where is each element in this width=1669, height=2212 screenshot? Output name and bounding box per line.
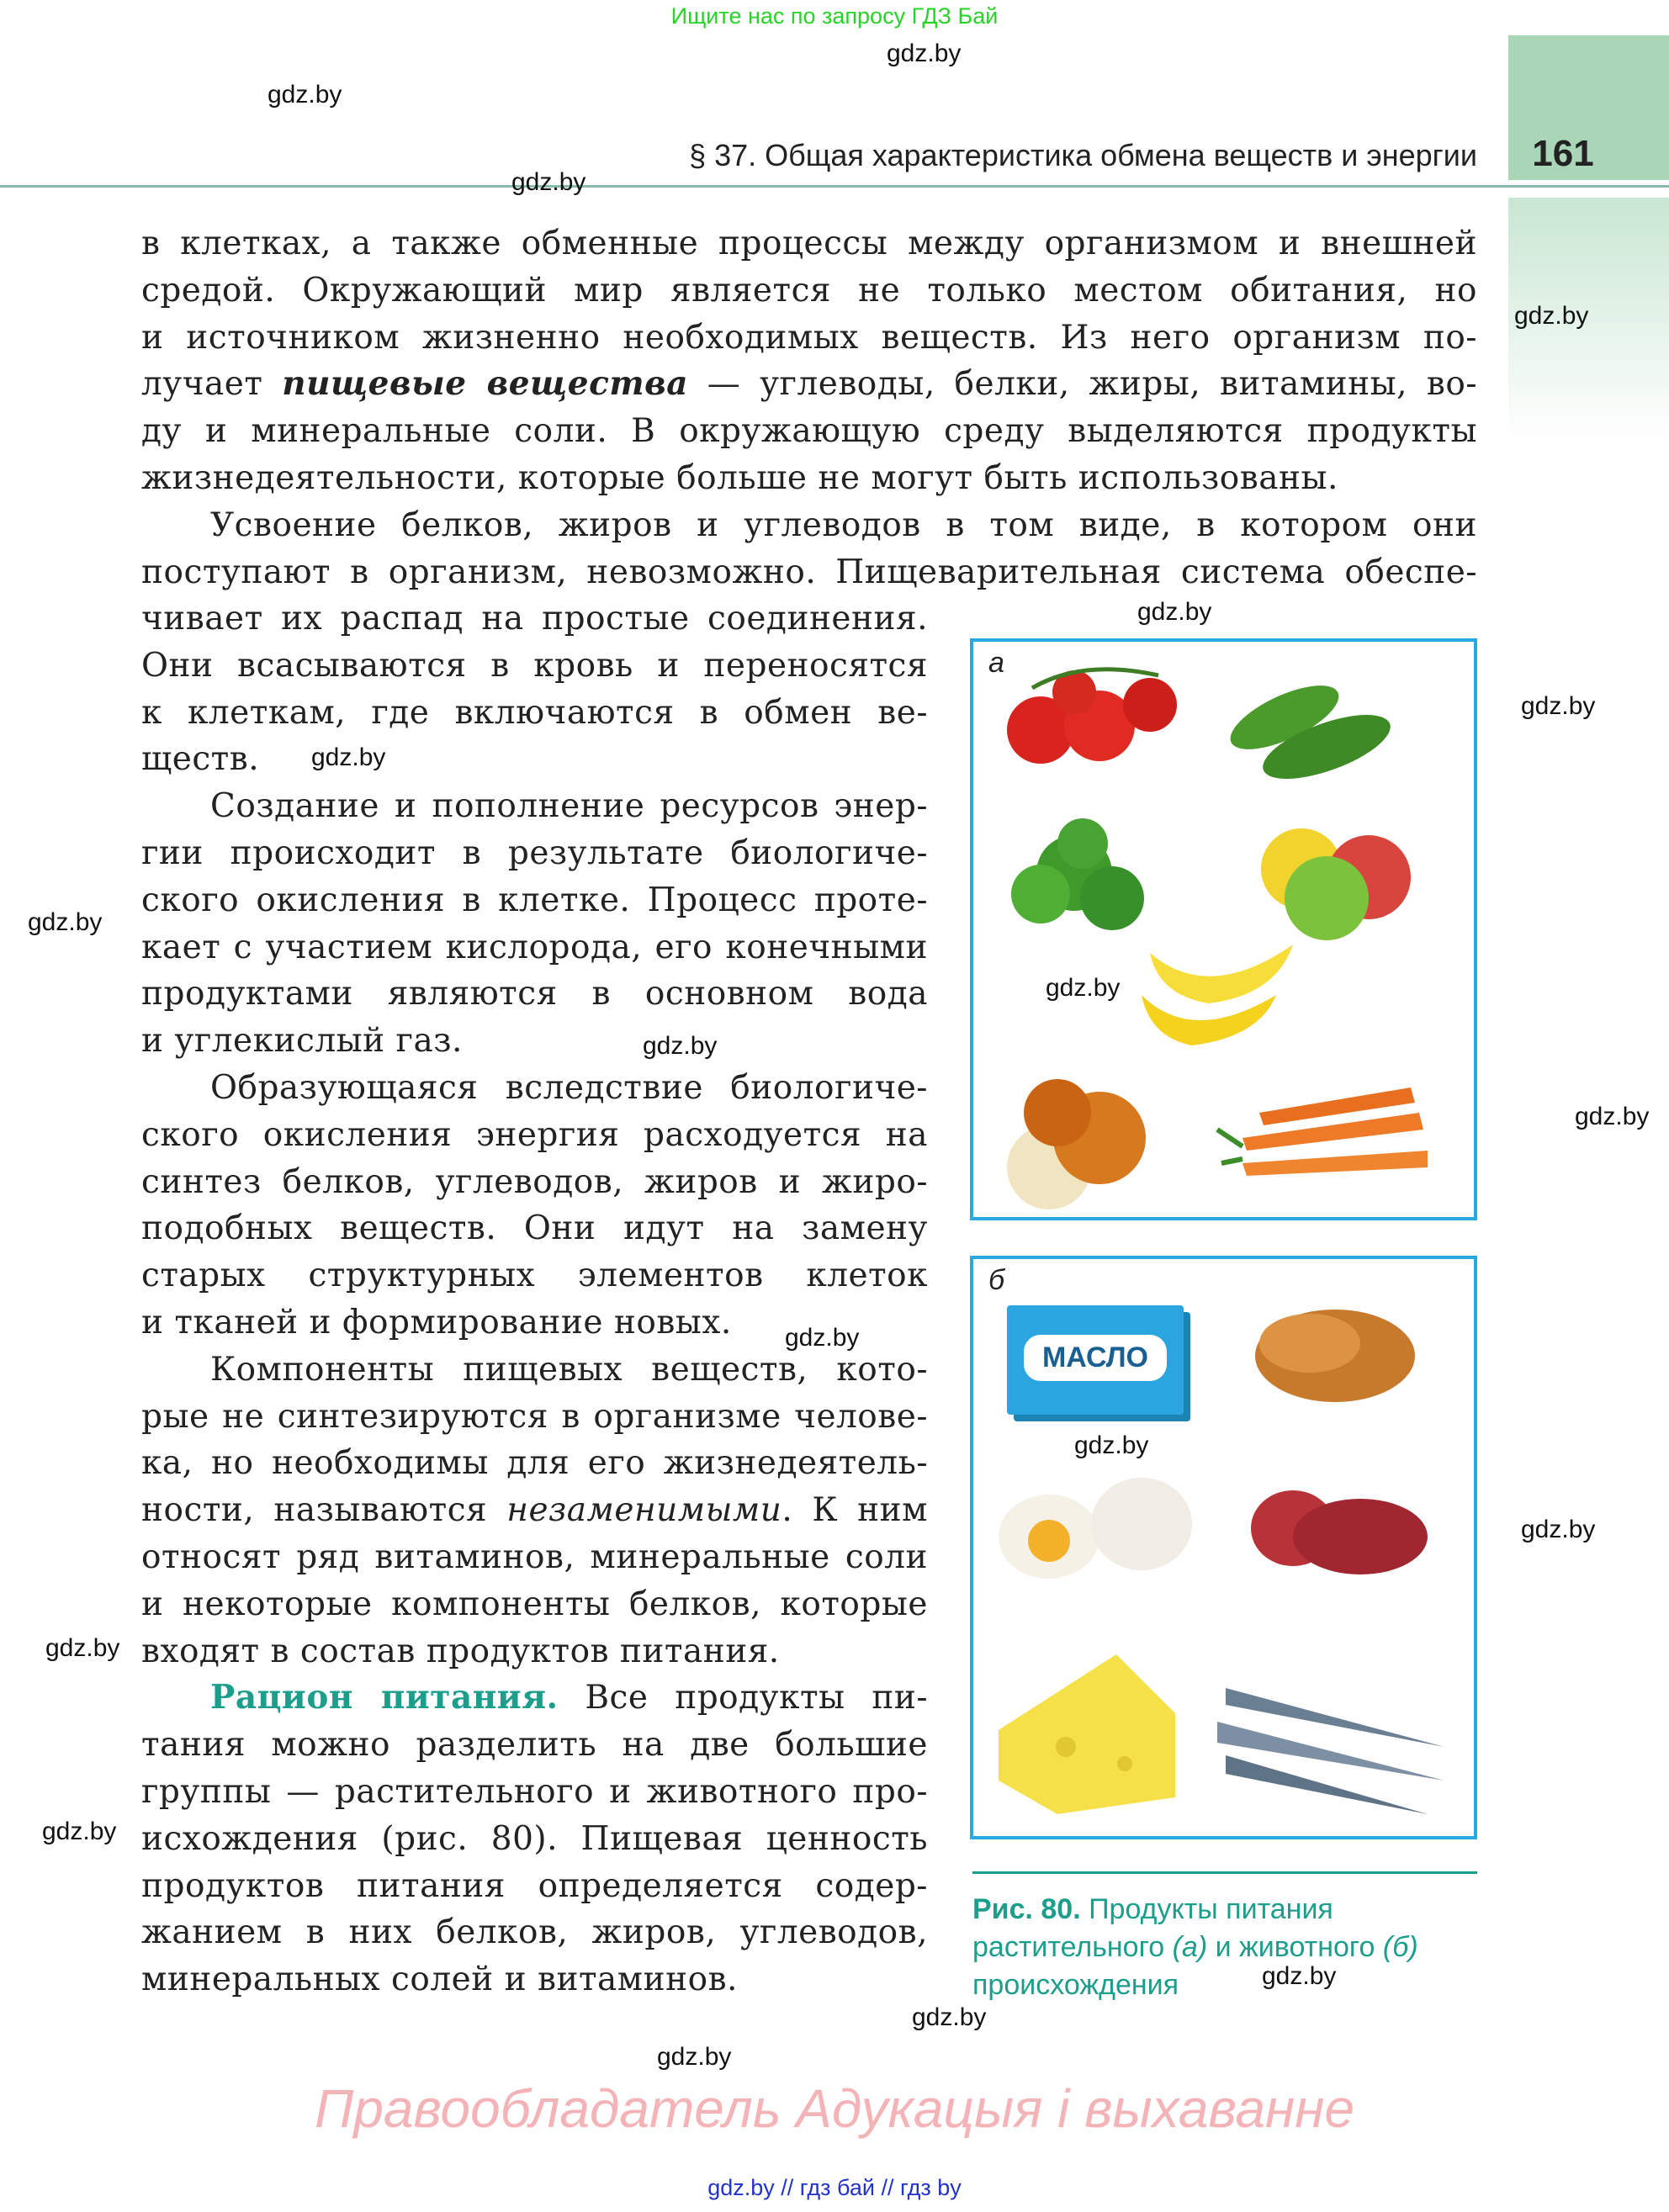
text-line [141,361,1477,408]
text-line [141,736,928,783]
text-segment: относят ряд витаминов, минеральные соли [141,1537,928,1576]
text-segment: Усвоение белков, жиров и углеводов в том виде, в котором они [210,505,1477,544]
text-segment: Создание и пополнение ресурсов энер- [210,787,928,826]
page-number: 161 [1532,133,1594,174]
text-segment: . К ним [782,1491,928,1530]
watermark: gdz.by [1046,974,1121,1002]
text-line [141,1816,928,1863]
watermark: gdz.by [1074,1431,1149,1459]
text-segment: ского окисления энергия расходуется на [141,1115,928,1154]
text-line [141,1065,928,1112]
watermark: gdz.by [1262,1962,1337,1990]
text-segment: минеральных солей и витаминов. [141,1961,738,1999]
text-line [141,549,1477,596]
page-margin-strip [1508,198,1669,2212]
text-line [141,1909,928,1956]
watermark: gdz.by [45,1634,120,1662]
eggs-icon [999,1478,1192,1579]
text-line [141,408,1477,455]
cheese-icon [999,1654,1175,1814]
text-segment: — углеводы, белки, жиры, витамины, во- [687,365,1478,404]
text-segment: Компоненты пищевых веществ, кото- [210,1350,928,1389]
bananas-icon [1142,945,1293,1045]
section-heading: Рацион питания. [210,1678,559,1717]
watermark: gdz.by [28,908,103,936]
text-line [141,1581,928,1628]
figure-panel-plant [970,638,1477,1220]
text-segment: ду и минеральные соли. В окружающую среду выделяются продукты [141,412,1477,451]
watermark: gdz.by [643,1032,718,1060]
emphasized-term: пищевые вещества [282,364,688,404]
text-line [141,877,928,924]
animal-foods-image [973,1259,1474,1836]
text-line [141,690,928,737]
caption-text: Продукты питания [1080,1893,1333,1925]
watermark: gdz.by [785,1324,860,1352]
watermark: gdz.by [511,168,586,196]
apples-icon [1261,828,1411,940]
text-line [141,1769,928,1816]
caption-text: происхождения [972,1969,1179,2001]
figure-caption [972,1891,1418,2004]
text-line [141,1863,928,1910]
text-line [141,315,1477,362]
caption-figure-number: Рис. 80. [972,1893,1081,1925]
text-segment: чивает их распад на простые соединения. [141,600,928,638]
text-line [141,1112,928,1159]
text-segment: жизнедеятельности, которые больше не могут быть использованы. [141,458,1338,497]
watermark: gdz.by [657,2043,732,2071]
text-line [141,830,928,877]
body-text-narrow [141,595,928,2003]
sausage-icon [1251,1490,1428,1574]
text-segment: синтез белков, углеводов, жиров и жиро- [141,1162,928,1201]
watermark: gdz.by [1575,1103,1650,1130]
caption-ref-b: (б) [1382,1931,1418,1963]
text-segment: и источником жизненно необходимых веществ. Из него организм по- [141,318,1477,357]
text-segment: поступают в организм, невозможно. Пищеварительная система обеспе- [141,553,1477,591]
section-title: § 37. Общая характеристика обмена веществ и энергии [689,138,1477,172]
copyright-notice: Правообладатель Адукацыя і выхаванне [314,2078,1355,2139]
text-segment: ка, но необходимы для его жизнедеятель- [141,1444,928,1483]
caption-divider [972,1871,1477,1874]
text-segment: средой. Окружающий мир является не только местом обитания, но [141,271,1477,310]
emphasized-term: незаменимыми [506,1491,782,1530]
text-segment: и углекислый газ. [141,1022,463,1061]
onions-icon [1007,1079,1146,1209]
text-segment: в клетках, а также обменные процессы между организмом и внешней [141,225,1477,262]
text-segment: продуктами являются в основном вода [141,975,928,1013]
caption-text: растительного [972,1931,1173,1963]
body-text-wide [141,220,1477,595]
text-line [141,1956,928,2003]
text-line [141,1675,928,1722]
text-segment: продуктов питания определяется содер- [141,1866,928,1905]
footer-links[interactable]: gdz.by // гдз бай // гдз by [707,2175,962,2200]
text-segment: группы — растительного и животного про- [141,1772,928,1811]
text-segment: рые не синтезируются в организме челове- [141,1397,928,1436]
panel-label-b: б [988,1264,1005,1296]
text-line [141,1487,928,1534]
text-line [141,1205,928,1252]
text-line [141,924,928,971]
text-segment: исхождения (рис. 80). Пищевая ценность [141,1819,928,1858]
watermark: gdz.by [912,2003,987,2031]
watermark: gdz.by [311,744,386,771]
fish-icon [1217,1688,1444,1814]
text-segment: к клеткам, где включаются в обмен ве- [141,693,928,732]
text-segment: ществ. [141,740,260,779]
text-segment: лучает [141,365,283,404]
text-line [141,643,928,690]
text-line [141,1347,928,1394]
panel-label-a: а [988,647,1004,679]
text-segment: старых структурных элементов клеток [141,1257,928,1295]
watermark: gdz.by [1137,598,1212,626]
text-segment: Образующаяся вследствие биологиче- [210,1068,928,1107]
watermark: gdz.by [1514,302,1589,330]
text-line [141,971,928,1018]
parsley-icon [1011,818,1144,930]
text-segment: жанием в них белков, жиров, углеводов, [141,1913,928,1952]
text-segment: гии происходит в результате биологиче- [141,833,928,872]
text-segment: подобных веществ. Они идут на замену [141,1209,928,1248]
text-line [141,1159,928,1206]
caption-text: и животного [1207,1931,1383,1963]
text-line [141,1018,928,1065]
text-segment: Все продукты пи- [558,1679,929,1717]
watermark: gdz.by [1521,1516,1596,1543]
text-segment: и тканей и формирование новых. [141,1303,732,1341]
text-line [141,1534,928,1581]
text-line [141,220,1477,267]
watermark: gdz.by [887,40,962,67]
text-line [141,1394,928,1441]
watermark: gdz.by [268,81,342,108]
text-segment: кает с участием кислорода, его конечными [141,928,928,966]
text-line [141,455,1477,502]
butter-label: МАСЛО [1024,1335,1167,1381]
watermark: gdz.by [1521,692,1596,720]
caption-ref-a: (а) [1172,1931,1208,1963]
text-line [141,502,1477,549]
text-line [141,595,928,643]
watermark: gdz.by [42,1818,117,1845]
chicken-icon [1255,1310,1415,1402]
cucumbers-icon [1222,673,1398,792]
text-segment: ского окисления в клетке. Процесс проте- [141,881,928,919]
text-line [141,783,928,830]
text-segment: входят в состав продуктов питания. [141,1632,780,1670]
text-segment: Они всасываются в кровь и переносятся [141,646,928,685]
text-line [141,267,1477,315]
text-segment: ности, называются [141,1491,507,1530]
header-divider [0,185,1669,188]
text-line [141,1440,928,1487]
carrots-icon [1217,1087,1428,1176]
plant-foods-image [973,642,1474,1217]
text-line [141,1628,928,1675]
text-segment: тания можно разделить на две большие [141,1726,928,1765]
figure-panel-animal [970,1256,1477,1839]
text-line [141,1722,928,1769]
text-line [141,1252,928,1299]
tomatoes-icon [1007,669,1177,764]
search-hint: Ищите нас по запросу ГДЗ Бай [670,3,999,29]
text-segment: и некоторые компоненты белков, которые [141,1585,928,1623]
